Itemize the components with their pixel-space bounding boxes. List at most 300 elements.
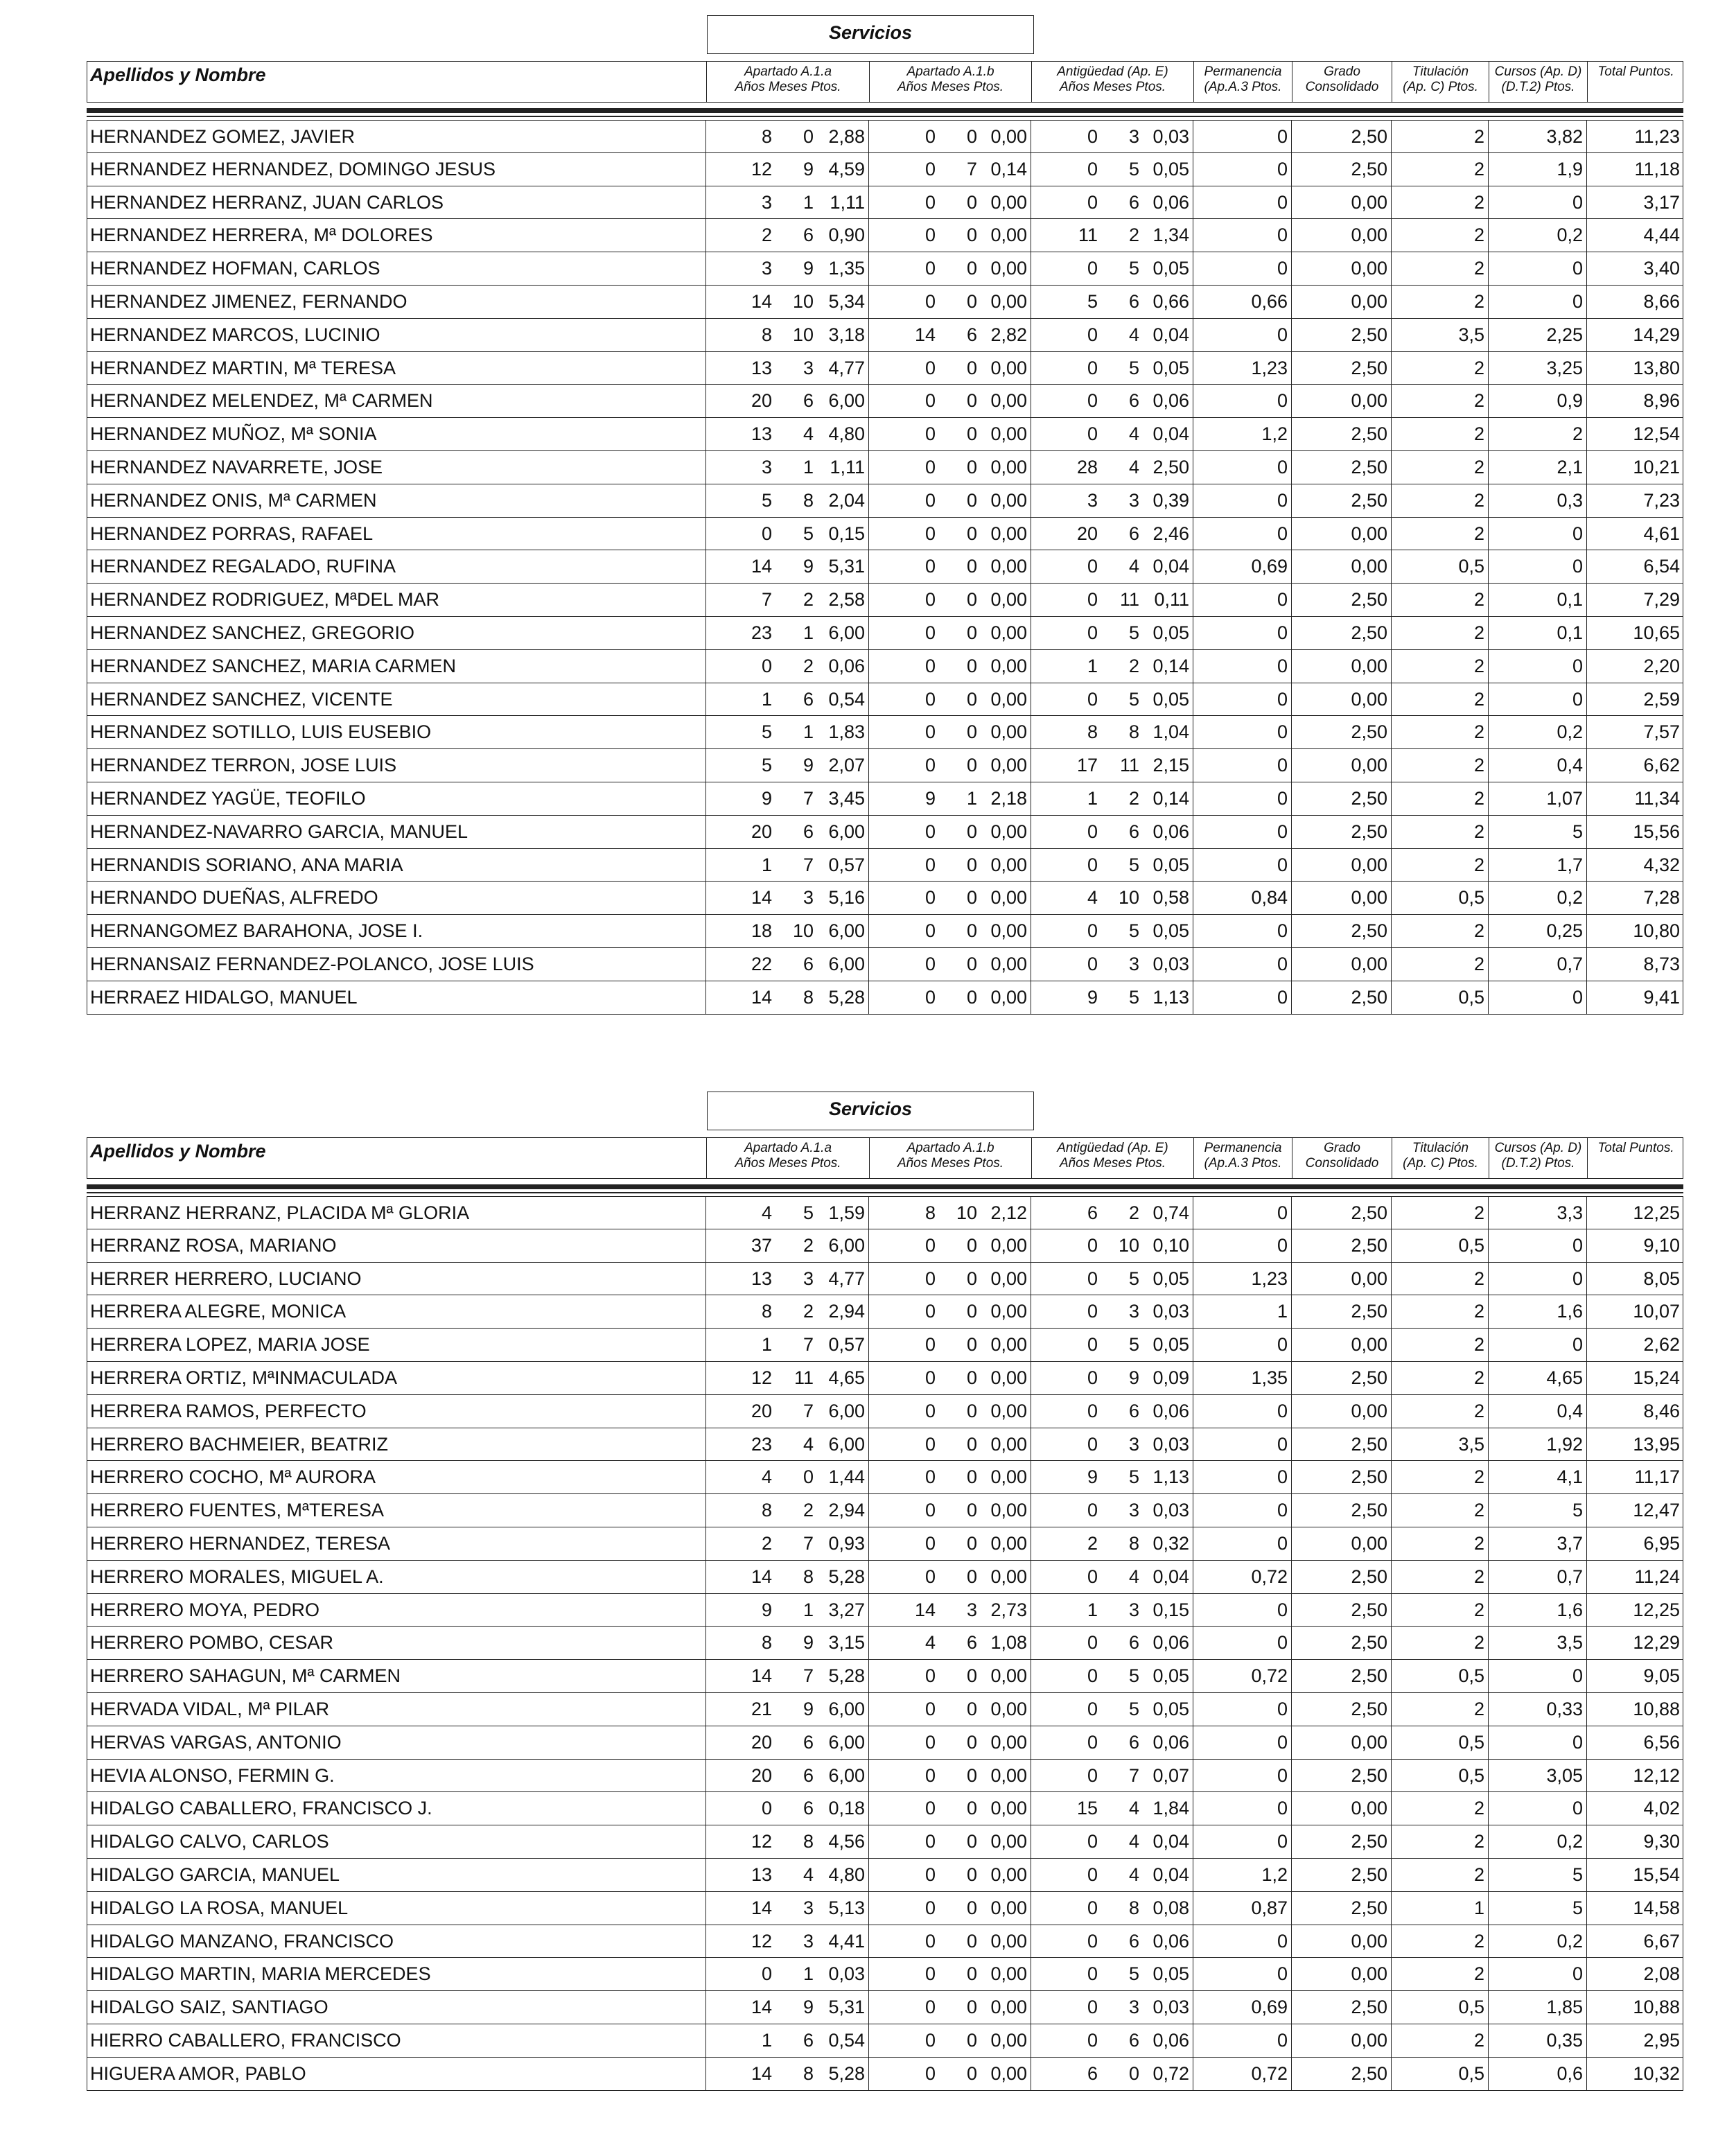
cell-ant-months: 5 xyxy=(1128,688,1139,710)
cell-permanencia: 0 xyxy=(1277,622,1288,643)
cell-a1b-years: 0 xyxy=(924,1764,936,1786)
cell-titulacion: 2 xyxy=(1473,1632,1484,1654)
cell-cursos: 5 xyxy=(1572,821,1583,842)
cell-ant-points: 0,32 xyxy=(1152,1532,1189,1554)
cell-a1a-years: 20 xyxy=(751,1764,772,1786)
cell-a1a-years: 14 xyxy=(751,986,772,1008)
cell-grado: 0,00 xyxy=(1351,688,1387,710)
cell-a1a-points: 5,31 xyxy=(828,1997,865,2018)
cell-a1a-points: 2,04 xyxy=(828,489,865,511)
cell-a1a-months: 1 xyxy=(803,1599,814,1620)
cell-titulacion: 2 xyxy=(1473,225,1484,246)
cell-a1a-points: 5,28 xyxy=(828,1566,865,1587)
cell-permanencia: 0 xyxy=(1277,589,1288,611)
cell-a1b-months: 0 xyxy=(966,556,977,577)
cell-a1a-points: 6,00 xyxy=(828,1764,865,1786)
cell-a1b-points: 0,00 xyxy=(990,191,1027,213)
cell-a1a-years: 5 xyxy=(761,755,772,776)
cell-titulacion: 3,5 xyxy=(1458,324,1484,345)
column-divider xyxy=(1586,153,1587,186)
cell-titulacion: 2 xyxy=(1473,622,1484,643)
cell-grado: 2,50 xyxy=(1351,1500,1387,1521)
cell-a1a-months: 3 xyxy=(803,887,814,909)
cell-ant-years: 0 xyxy=(1087,1566,1098,1587)
column-divider xyxy=(1291,121,1292,152)
column-divider xyxy=(868,1561,869,1593)
column-divider xyxy=(1291,749,1292,782)
column-divider xyxy=(868,1792,869,1825)
cell-titulacion: 0,5 xyxy=(1458,1764,1484,1786)
column-divider xyxy=(868,683,869,716)
column-divider xyxy=(705,584,706,616)
cell-name: HERNANDEZ SANCHEZ, MARIA CARMEN xyxy=(90,655,457,676)
column-divider xyxy=(1488,584,1489,616)
column-divider xyxy=(1291,782,1292,815)
cell-titulacion: 2 xyxy=(1473,158,1484,179)
cell-ant-points: 0,09 xyxy=(1152,1367,1189,1388)
a1a-header xyxy=(706,1138,869,1178)
cell-a1b-years: 0 xyxy=(924,755,936,776)
grado-header-line1: Grado xyxy=(1324,1141,1360,1155)
cell-ant-points: 2,15 xyxy=(1152,755,1189,776)
table-row xyxy=(87,385,1683,418)
cell-a1b-points: 0,00 xyxy=(990,1234,1027,1256)
cell-ant-years: 0 xyxy=(1087,854,1098,875)
cell-ant-years: 0 xyxy=(1087,1764,1098,1786)
cell-a1a-years: 3 xyxy=(761,191,772,213)
cell-grado: 2,50 xyxy=(1351,423,1387,445)
cell-a1a-years: 1 xyxy=(761,2029,772,2051)
cell-name: HERRERO SAHAGUN, Mª CARMEN xyxy=(90,1665,401,1687)
cell-ant-months: 8 xyxy=(1128,1532,1139,1554)
cell-a1b-months: 0 xyxy=(966,655,977,676)
table-row xyxy=(87,1494,1683,1527)
cell-a1a-years: 22 xyxy=(751,953,772,974)
column-divider xyxy=(1586,252,1587,285)
cell-ant-years: 9 xyxy=(1087,986,1098,1008)
table-row xyxy=(87,319,1683,352)
column-divider xyxy=(1291,451,1292,484)
column-divider xyxy=(1586,1263,1587,1295)
cell-permanencia: 0 xyxy=(1277,1532,1288,1554)
cell-cursos: 0 xyxy=(1572,258,1583,279)
cell-a1a-points: 6,00 xyxy=(828,1234,865,1256)
column-divider xyxy=(868,1329,869,1361)
column-divider xyxy=(705,1859,706,1891)
cell-grado: 2,50 xyxy=(1351,2062,1387,2084)
cell-a1b-points: 0,00 xyxy=(990,1698,1027,1719)
cell-cursos: 3,3 xyxy=(1557,1202,1583,1223)
column-divider xyxy=(1291,1925,1292,1958)
cell-ant-months: 8 xyxy=(1128,721,1139,743)
cell-name: HERRANZ ROSA, MARIANO xyxy=(90,1234,337,1256)
cell-a1b-months: 0 xyxy=(966,1367,977,1388)
cell-ant-months: 3 xyxy=(1128,1433,1139,1455)
cell-name: HERRERO POMBO, CESAR xyxy=(90,1632,334,1654)
cell-grado: 2,50 xyxy=(1351,1997,1387,2018)
cell-a1b-points: 0,00 xyxy=(990,1764,1027,1786)
cell-total: 11,17 xyxy=(1634,1466,1680,1488)
cell-a1a-months: 7 xyxy=(803,787,814,809)
cell-permanencia: 0 xyxy=(1277,655,1288,676)
cell-total: 14,58 xyxy=(1633,1897,1680,1918)
cell-titulacion: 2 xyxy=(1473,126,1484,147)
cell-a1b-points: 0,00 xyxy=(990,589,1027,611)
cell-name: HERNANDEZ HERNANDEZ, DOMINGO JESUS xyxy=(90,158,496,179)
cell-permanencia: 0 xyxy=(1277,1334,1288,1356)
cell-name: HERNANDEZ RODRIGUEZ, MªDEL MAR xyxy=(90,589,440,611)
column-divider xyxy=(705,1825,706,1858)
cell-grado: 0,00 xyxy=(1351,556,1387,577)
column-divider xyxy=(1586,1561,1587,1593)
cell-permanencia: 0 xyxy=(1277,688,1288,710)
cell-ant-points: 0,74 xyxy=(1152,1202,1189,1223)
cell-a1a-points: 5,28 xyxy=(828,2062,865,2084)
cell-cursos: 1,9 xyxy=(1557,158,1583,179)
cell-ant-months: 4 xyxy=(1128,324,1139,345)
cell-name: HIDALGO CABALLERO, FRANCISCO J. xyxy=(90,1798,432,1819)
cell-name: HERRERO COCHO, Mª AURORA xyxy=(90,1466,376,1488)
column-divider xyxy=(1391,1428,1392,1461)
column-divider xyxy=(1391,1263,1392,1295)
cell-a1a-years: 12 xyxy=(751,158,772,179)
cell-name: HERRER HERRERO, LUCIANO xyxy=(90,1268,362,1289)
cell-cursos: 1,6 xyxy=(1557,1599,1583,1620)
cell-a1b-years: 0 xyxy=(924,1433,936,1455)
cell-a1a-months: 6 xyxy=(803,2029,814,2051)
cell-a1a-months: 11 xyxy=(794,1367,814,1388)
column-divider xyxy=(1488,617,1489,649)
cell-a1a-points: 2,58 xyxy=(828,589,865,611)
cell-permanencia: 0 xyxy=(1277,1202,1288,1223)
grado-header-line2: Consolidado xyxy=(1305,1156,1379,1171)
cell-a1a-months: 7 xyxy=(803,1532,814,1554)
cell-name: HERRERO HERNANDEZ, TERESA xyxy=(90,1532,391,1554)
column-divider xyxy=(868,1263,869,1295)
column-divider xyxy=(1291,683,1292,716)
cell-a1a-months: 2 xyxy=(803,589,814,611)
column-divider xyxy=(1291,849,1292,882)
column-divider xyxy=(1291,1561,1292,1593)
column-divider xyxy=(1488,385,1489,417)
cell-cursos: 0,3 xyxy=(1557,489,1583,511)
permanencia-header-line2: (Ap.A.3 Ptos. xyxy=(1204,80,1282,94)
cell-name: HERNANDEZ SANCHEZ, GREGORIO xyxy=(90,622,415,643)
column-divider xyxy=(1488,1229,1489,1262)
cell-permanencia: 0,69 xyxy=(1251,556,1288,577)
cell-name: HERNANDEZ HERRANZ, JUAN CARLOS xyxy=(90,191,444,213)
cell-a1a-years: 5 xyxy=(761,721,772,743)
cell-a1a-years: 0 xyxy=(761,1963,772,1985)
column-divider xyxy=(1291,252,1292,285)
cell-cursos: 0 xyxy=(1572,1334,1583,1356)
cell-a1a-years: 13 xyxy=(751,1268,772,1289)
table-row xyxy=(87,1792,1683,1825)
column-divider xyxy=(868,849,869,882)
cell-a1b-years: 0 xyxy=(924,423,936,445)
cell-a1b-points: 0,00 xyxy=(990,920,1027,942)
column-divider xyxy=(705,418,706,450)
cell-a1b-years: 0 xyxy=(924,1268,936,1289)
table-row xyxy=(87,1395,1683,1428)
cell-cursos: 0 xyxy=(1572,1731,1583,1753)
a1b-header-line1: Apartado A.1.b xyxy=(906,64,994,79)
cell-a1a-points: 0,54 xyxy=(828,688,865,710)
cell-a1a-months: 6 xyxy=(803,953,814,974)
column-divider xyxy=(705,948,706,981)
cell-a1a-years: 20 xyxy=(751,1400,772,1421)
cell-permanencia: 0 xyxy=(1277,821,1288,842)
cell-a1a-points: 1,35 xyxy=(828,258,865,279)
cell-a1a-months: 2 xyxy=(803,1301,814,1322)
cell-ant-points: 0,05 xyxy=(1152,1334,1189,1356)
cell-permanencia: 0 xyxy=(1277,158,1288,179)
column-divider xyxy=(1586,683,1587,716)
cell-ant-years: 0 xyxy=(1087,158,1098,179)
cell-permanencia: 1,2 xyxy=(1261,1864,1288,1885)
cell-a1b-months: 0 xyxy=(966,423,977,445)
cell-a1a-points: 1,83 xyxy=(828,721,865,743)
cell-total: 7,29 xyxy=(1643,589,1680,611)
cell-name: HERVAS VARGAS, ANTONIO xyxy=(90,1731,342,1753)
table-row xyxy=(87,1295,1683,1329)
cell-permanencia: 0 xyxy=(1277,1731,1288,1753)
cell-titulacion: 2 xyxy=(1473,1400,1484,1421)
cell-total: 11,18 xyxy=(1634,158,1680,179)
cell-grado: 0,00 xyxy=(1351,887,1387,909)
cell-grado: 2,50 xyxy=(1351,1632,1387,1654)
column-divider xyxy=(1488,186,1489,219)
column-divider xyxy=(1586,981,1587,1014)
cursos-header-line1: Cursos (Ap. D) xyxy=(1494,64,1582,79)
cell-ant-points: 1,13 xyxy=(1152,1466,1189,1488)
cell-titulacion: 2 xyxy=(1473,1532,1484,1554)
column-divider xyxy=(1391,319,1392,351)
column-divider xyxy=(1291,1295,1292,1328)
cell-total: 4,32 xyxy=(1643,854,1680,875)
column-divider xyxy=(705,1229,706,1262)
cell-a1b-years: 0 xyxy=(924,1897,936,1918)
cell-ant-months: 5 xyxy=(1128,854,1139,875)
cell-ant-years: 5 xyxy=(1087,290,1098,312)
cell-ant-years: 0 xyxy=(1087,920,1098,942)
total-header-line1: Total Puntos. xyxy=(1597,1141,1674,1155)
cell-titulacion: 2 xyxy=(1473,1367,1484,1388)
column-divider xyxy=(1391,1229,1392,1262)
cell-ant-points: 0,06 xyxy=(1152,2029,1189,2051)
column-divider xyxy=(1291,1991,1292,2024)
cell-a1a-years: 9 xyxy=(761,787,772,809)
cell-ant-points: 0,14 xyxy=(1152,655,1189,676)
column-divider xyxy=(1391,2058,1392,2090)
cell-a1a-months: 7 xyxy=(803,1665,814,1687)
cell-total: 3,40 xyxy=(1643,258,1680,279)
column-divider xyxy=(705,352,706,385)
cell-name: HERNANDEZ JIMENEZ, FERNANDO xyxy=(90,290,407,312)
column-divider xyxy=(1291,1395,1292,1428)
cell-a1b-years: 0 xyxy=(924,456,936,477)
cell-grado: 0,00 xyxy=(1351,1731,1387,1753)
column-divider xyxy=(868,2024,869,2057)
cell-total: 2,95 xyxy=(1643,2029,1680,2051)
cell-permanencia: 0 xyxy=(1277,390,1288,412)
cell-a1b-years: 0 xyxy=(924,1466,936,1488)
column-divider xyxy=(1488,1428,1489,1461)
cell-titulacion: 2 xyxy=(1473,1334,1484,1356)
cell-a1b-years: 0 xyxy=(924,1963,936,1985)
column-divider xyxy=(868,219,869,252)
cell-permanencia: 0 xyxy=(1277,2029,1288,2051)
cell-name: HERRERO BACHMEIER, BEATRIZ xyxy=(90,1433,389,1455)
cell-ant-years: 0 xyxy=(1087,1334,1098,1356)
cell-permanencia: 0 xyxy=(1277,986,1288,1008)
column-divider xyxy=(705,1295,706,1328)
cell-a1b-years: 0 xyxy=(924,1831,936,1852)
cell-titulacion: 2 xyxy=(1473,1864,1484,1885)
cell-ant-months: 6 xyxy=(1128,2029,1139,2051)
cell-a1b-points: 0,00 xyxy=(990,225,1027,246)
cell-ant-months: 0 xyxy=(1128,2062,1139,2084)
cell-a1a-years: 18 xyxy=(751,920,772,942)
cell-total: 12,25 xyxy=(1633,1202,1680,1223)
cell-ant-points: 0,05 xyxy=(1152,622,1189,643)
cell-cursos: 0 xyxy=(1572,556,1583,577)
table-row xyxy=(87,1660,1683,1693)
column-divider xyxy=(1391,1329,1392,1361)
cell-permanencia: 0 xyxy=(1277,1466,1288,1488)
cell-total: 8,96 xyxy=(1643,390,1680,412)
cell-ant-months: 6 xyxy=(1128,1632,1139,1654)
cell-permanencia: 0 xyxy=(1277,1632,1288,1654)
cell-ant-months: 6 xyxy=(1128,1400,1139,1421)
column-divider xyxy=(1291,915,1292,947)
column-divider xyxy=(705,1197,706,1229)
cell-a1b-months: 0 xyxy=(966,1798,977,1819)
cell-cursos: 0 xyxy=(1572,1798,1583,1819)
cursos-header-line2: (D.T.2) Ptos. xyxy=(1501,1156,1575,1171)
cell-a1b-points: 0,00 xyxy=(990,1897,1027,1918)
cell-name: HERNANDEZ TERRON, JOSE LUIS xyxy=(90,755,397,776)
cell-name: HERRERO MORALES, MIGUEL A. xyxy=(90,1566,384,1587)
column-divider xyxy=(1586,1726,1587,1759)
cell-a1a-years: 23 xyxy=(751,622,772,643)
cell-a1a-years: 8 xyxy=(761,1301,772,1322)
column-divider xyxy=(1488,849,1489,882)
cell-grado: 0,00 xyxy=(1351,1532,1387,1554)
table-row xyxy=(87,1693,1683,1726)
cell-a1b-years: 0 xyxy=(924,1367,936,1388)
cell-a1a-months: 3 xyxy=(803,357,814,378)
cell-a1a-months: 10 xyxy=(792,324,814,345)
cell-a1a-years: 12 xyxy=(751,1930,772,1952)
cell-permanencia: 0 xyxy=(1277,1698,1288,1719)
cell-a1b-months: 0 xyxy=(966,1234,977,1256)
column-divider xyxy=(1291,1627,1292,1659)
column-divider xyxy=(1391,1494,1392,1527)
cell-a1b-months: 0 xyxy=(966,1698,977,1719)
column-divider xyxy=(705,2024,706,2057)
cell-permanencia: 0,87 xyxy=(1251,1897,1288,1918)
column-divider xyxy=(1391,219,1392,252)
cell-permanencia: 0 xyxy=(1277,1400,1288,1421)
cell-permanencia: 0 xyxy=(1277,1599,1288,1620)
column-divider xyxy=(1391,1594,1392,1627)
cell-a1b-months: 0 xyxy=(966,920,977,942)
cell-a1a-points: 6,00 xyxy=(828,622,865,643)
cell-a1b-months: 3 xyxy=(966,1599,977,1620)
cell-a1b-points: 0,00 xyxy=(990,821,1027,842)
cell-a1a-months: 7 xyxy=(803,1334,814,1356)
cell-a1b-points: 0,00 xyxy=(990,1798,1027,1819)
cell-a1b-months: 0 xyxy=(966,821,977,842)
column-divider xyxy=(1391,286,1392,318)
column-divider xyxy=(1586,1627,1587,1659)
cell-permanencia: 0 xyxy=(1277,1963,1288,1985)
cell-ant-months: 10 xyxy=(1118,1234,1139,1256)
cell-a1b-years: 0 xyxy=(924,622,936,643)
column-divider xyxy=(1488,219,1489,252)
column-divider xyxy=(868,1428,869,1461)
column-divider xyxy=(1586,1792,1587,1825)
cell-a1a-years: 13 xyxy=(751,423,772,445)
cell-name: HERRERA LOPEZ, MARIA JOSE xyxy=(90,1334,370,1356)
column-divider xyxy=(1291,219,1292,252)
a1a-header-line2: Años Meses Ptos. xyxy=(735,1156,841,1171)
column-divider xyxy=(1391,518,1392,550)
cell-a1b-points: 0,00 xyxy=(990,755,1027,776)
cell-name: HIDALGO SAIZ, SANTIAGO xyxy=(90,1997,328,2018)
cell-total: 6,67 xyxy=(1643,1930,1680,1952)
cell-ant-months: 6 xyxy=(1128,191,1139,213)
cell-ant-years: 0 xyxy=(1087,688,1098,710)
cell-a1b-years: 0 xyxy=(924,523,936,544)
servicios-header: Servicios xyxy=(707,15,1034,54)
cell-permanencia: 0,72 xyxy=(1251,1665,1288,1687)
column-divider xyxy=(705,121,706,152)
cell-ant-months: 5 xyxy=(1128,1334,1139,1356)
cell-grado: 0,00 xyxy=(1351,225,1387,246)
column-divider xyxy=(1586,1428,1587,1461)
column-divider xyxy=(1586,1825,1587,1858)
cell-name: HERNANDEZ HOFMAN, CARLOS xyxy=(90,258,380,279)
cell-titulacion: 2 xyxy=(1473,1268,1484,1289)
column-divider xyxy=(705,716,706,748)
column-divider xyxy=(868,319,869,351)
cell-total: 9,30 xyxy=(1643,1831,1680,1852)
column-divider xyxy=(705,1461,706,1493)
column-divider xyxy=(868,121,869,152)
cell-a1a-points: 1,44 xyxy=(828,1466,865,1488)
cell-total: 15,54 xyxy=(1633,1864,1680,1885)
cell-ant-points: 0,05 xyxy=(1152,357,1189,378)
cell-total: 12,12 xyxy=(1633,1764,1680,1786)
cell-name: HIDALGO CALVO, CARLOS xyxy=(90,1831,329,1852)
cell-name: HERNANDEZ GOMEZ, JAVIER xyxy=(90,126,356,147)
column-divider xyxy=(705,1660,706,1692)
column-divider xyxy=(868,518,869,550)
column-divider xyxy=(1391,1395,1392,1428)
cell-ant-months: 7 xyxy=(1128,1764,1139,1786)
titulacion-header xyxy=(1392,1138,1489,1178)
cell-a1b-points: 1,08 xyxy=(990,1632,1027,1654)
cell-a1b-years: 0 xyxy=(924,1334,936,1356)
cell-a1b-points: 0,14 xyxy=(990,158,1027,179)
cell-a1a-months: 8 xyxy=(803,1831,814,1852)
column-divider xyxy=(1488,1991,1489,2024)
cell-titulacion: 0,5 xyxy=(1458,1731,1484,1753)
cell-cursos: 3,25 xyxy=(1546,357,1583,378)
column-divider xyxy=(705,1792,706,1825)
